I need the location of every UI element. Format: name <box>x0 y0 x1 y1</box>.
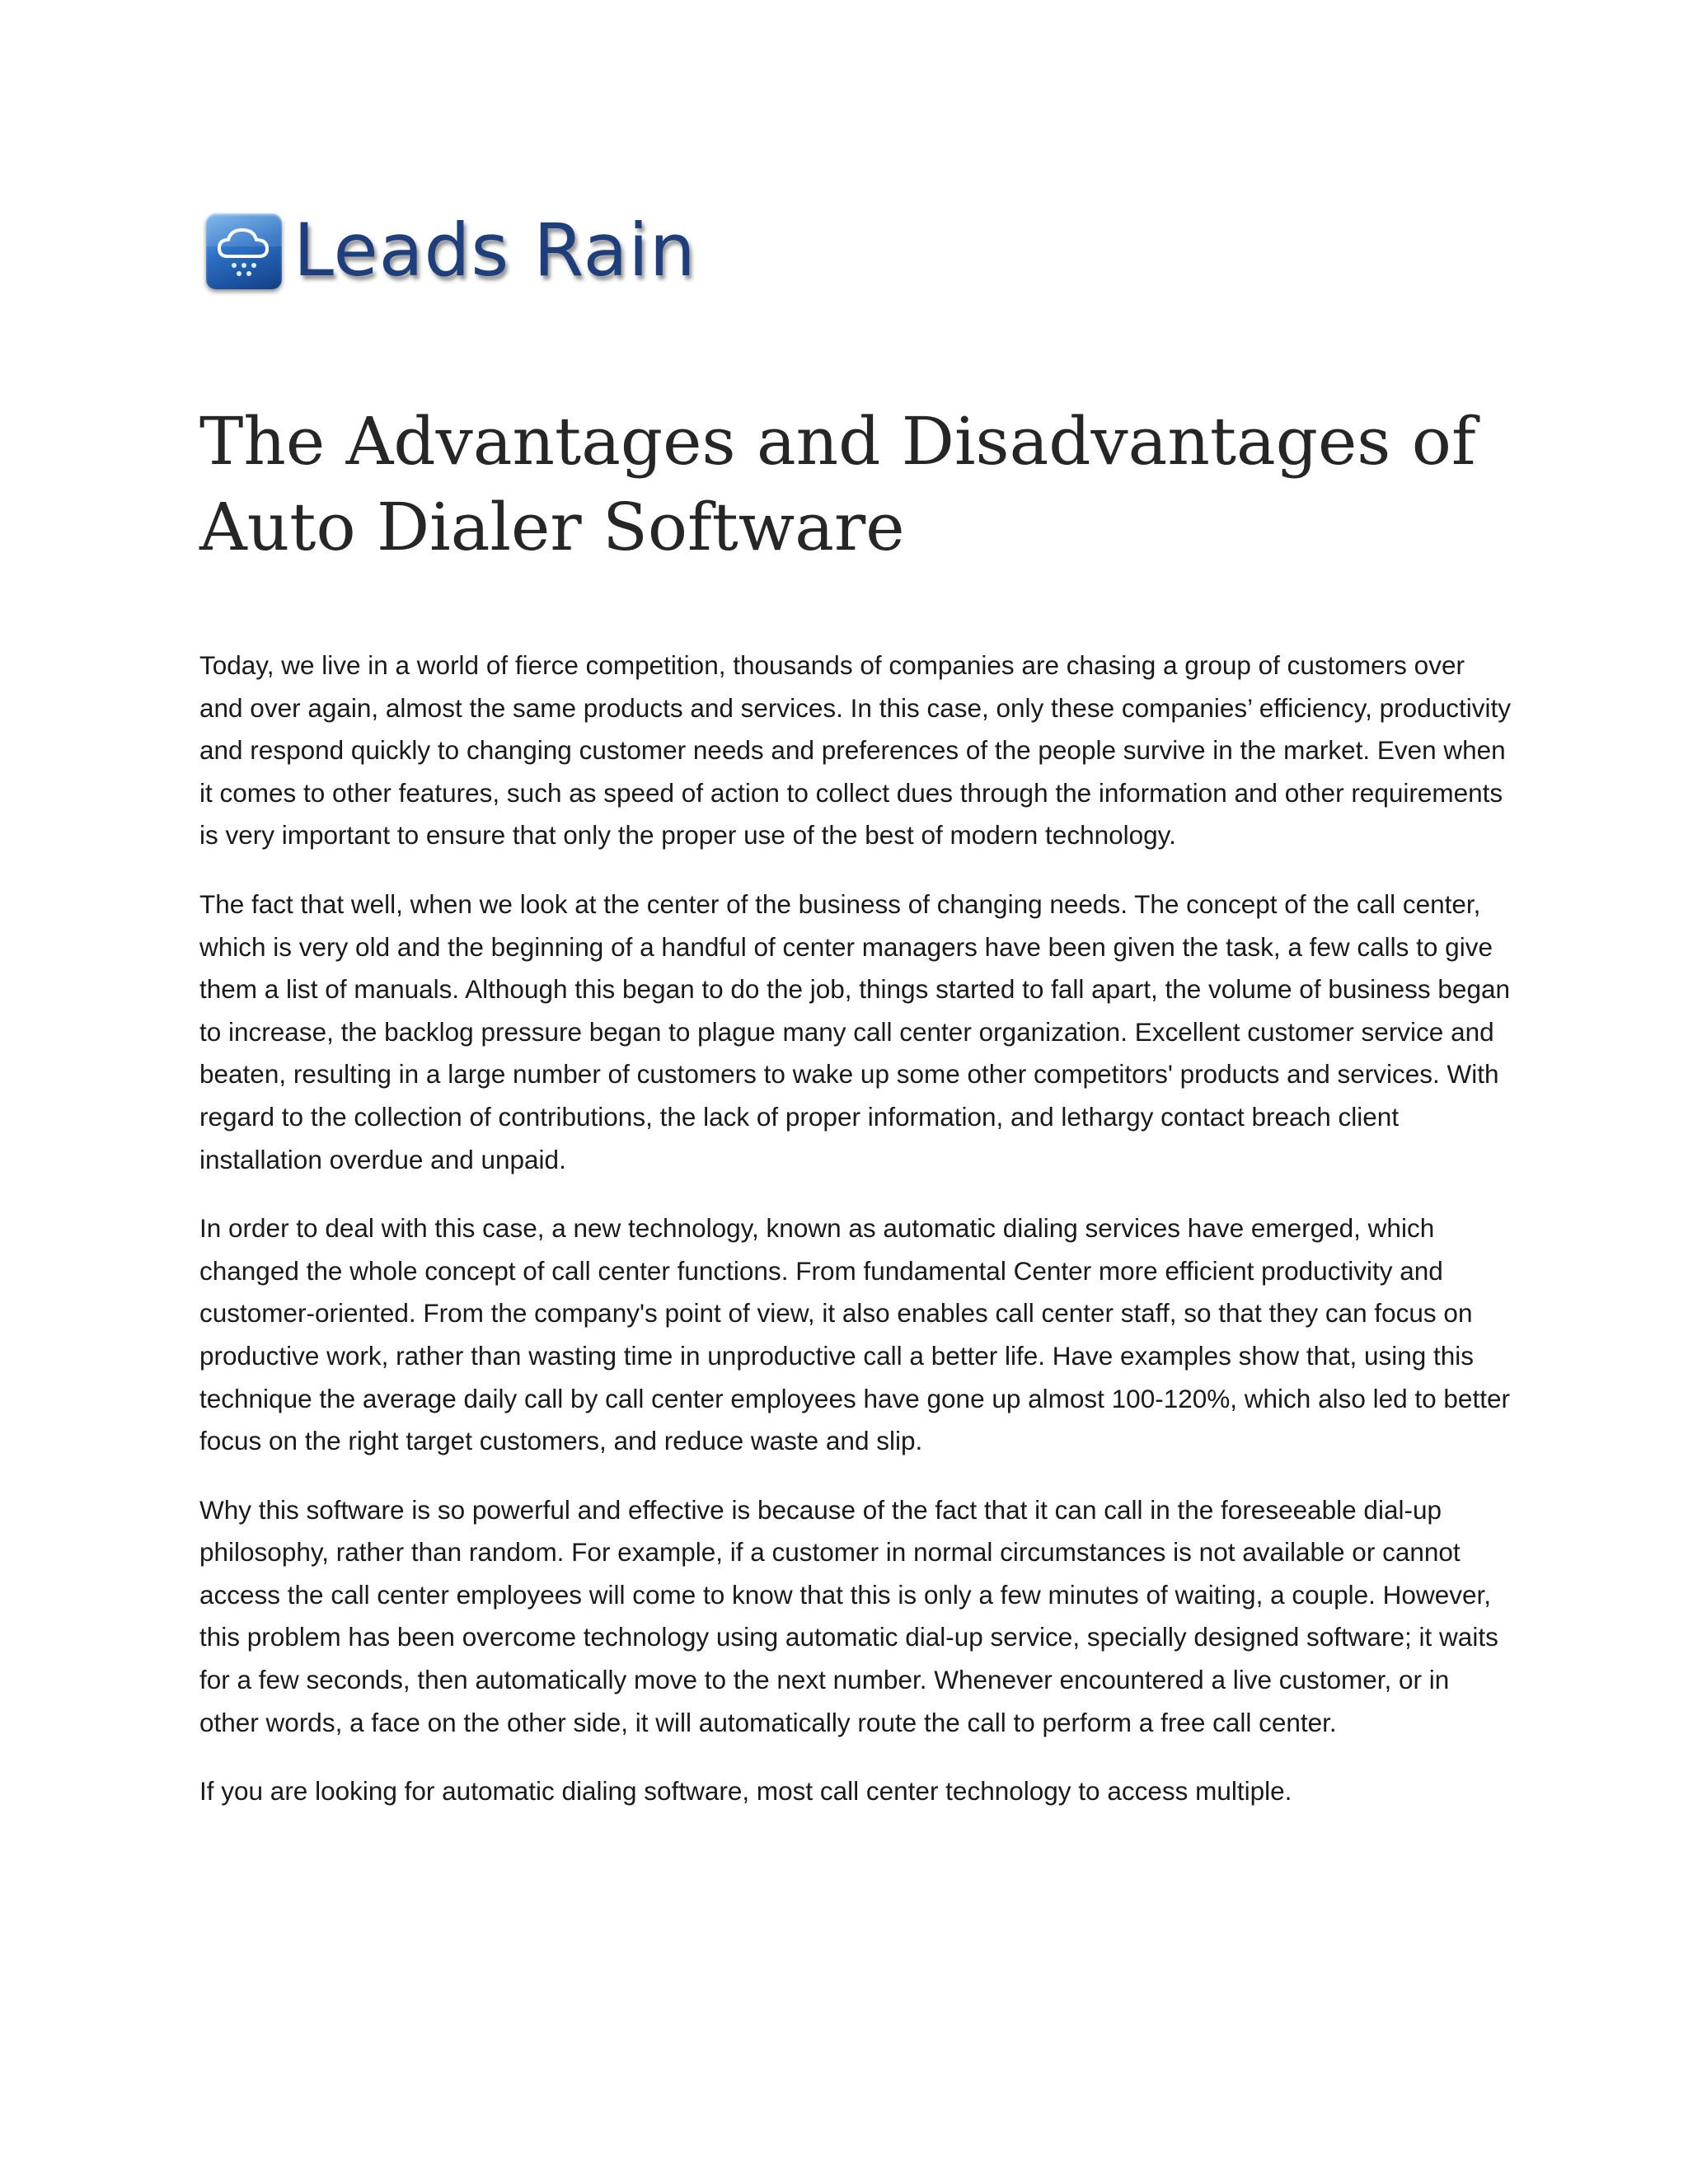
paragraph: In order to deal with this case, a new technology, known as automatic dialing services have emerged, which changed the whole concept of call center functions. From fundamental Center more efficient productivity and customer-oriented. From the company's point of view, it also enables call center staff, so that they can focus on productive work, rather than wasting time in unproductive call a better life. Have examples show that, using this technique the average daily call by call center employees have gone up almost 100-120%, which also led to better focus on the right target customers, and reduce waste and slip. <box>199 1213 1510 1456</box>
logo-wordmark: Leads Rain <box>293 208 696 293</box>
cloud-rain-icon <box>206 213 282 289</box>
document-body <box>199 644 1514 1840</box>
leads-rain-logo <box>206 210 701 297</box>
document-title: The Advantages and Disadvantages of Auto Dialer Software <box>199 403 1476 565</box>
paragraph: Today, we live in a world of fierce competition, thousands of companies are chasing a group of customers over and over again, almost the same products and services. In this case, only these companies’ efficiency, productivity and respond quickly to changing customer needs and preferences of the people survive in the market. Even when it comes to other features, such as speed of action to collect dues through the information and other requirements is very important to ensure that only the proper use of the best of modern technology. <box>199 650 1511 851</box>
paragraph: Why this software is so powerful and effective is because of the fact that it can call in the foreseeable dial-up philosophy, rather than random. For example, if a customer in normal circumstances is not available or cannot access the call center employees will come to know that this is only a few minutes of waiting, a couple. However, this problem has been overcome technology using automatic dial-up service, specially designed software; it waits for a few seconds, then automatically move to the next number. Whenever encountered a live customer, or in other words, a face on the other side, it will automatically route the call to perform a free call center. <box>199 1494 1498 1737</box>
paragraph: The fact that well, when we look at the center of the business of changing needs. The concept of the call center, which is very old and the beginning of a handful of center managers have been given the task, a few calls to give them a list of manuals. Although this began to do the job, things started to fall apart, the volume of business began to increase, the backlog pressure began to plague many call center organization. Excellent customer service and beaten, resulting in a large number of customers to wake up some other competitors' products and services. With regard to the collection of contributions, the lack of proper information, and lethargy contact breach client installation overdue and unpaid. <box>199 888 1510 1174</box>
paragraph: If you are looking for automatic dialing software, most call center technology to access multiple. <box>199 1776 1292 1807</box>
